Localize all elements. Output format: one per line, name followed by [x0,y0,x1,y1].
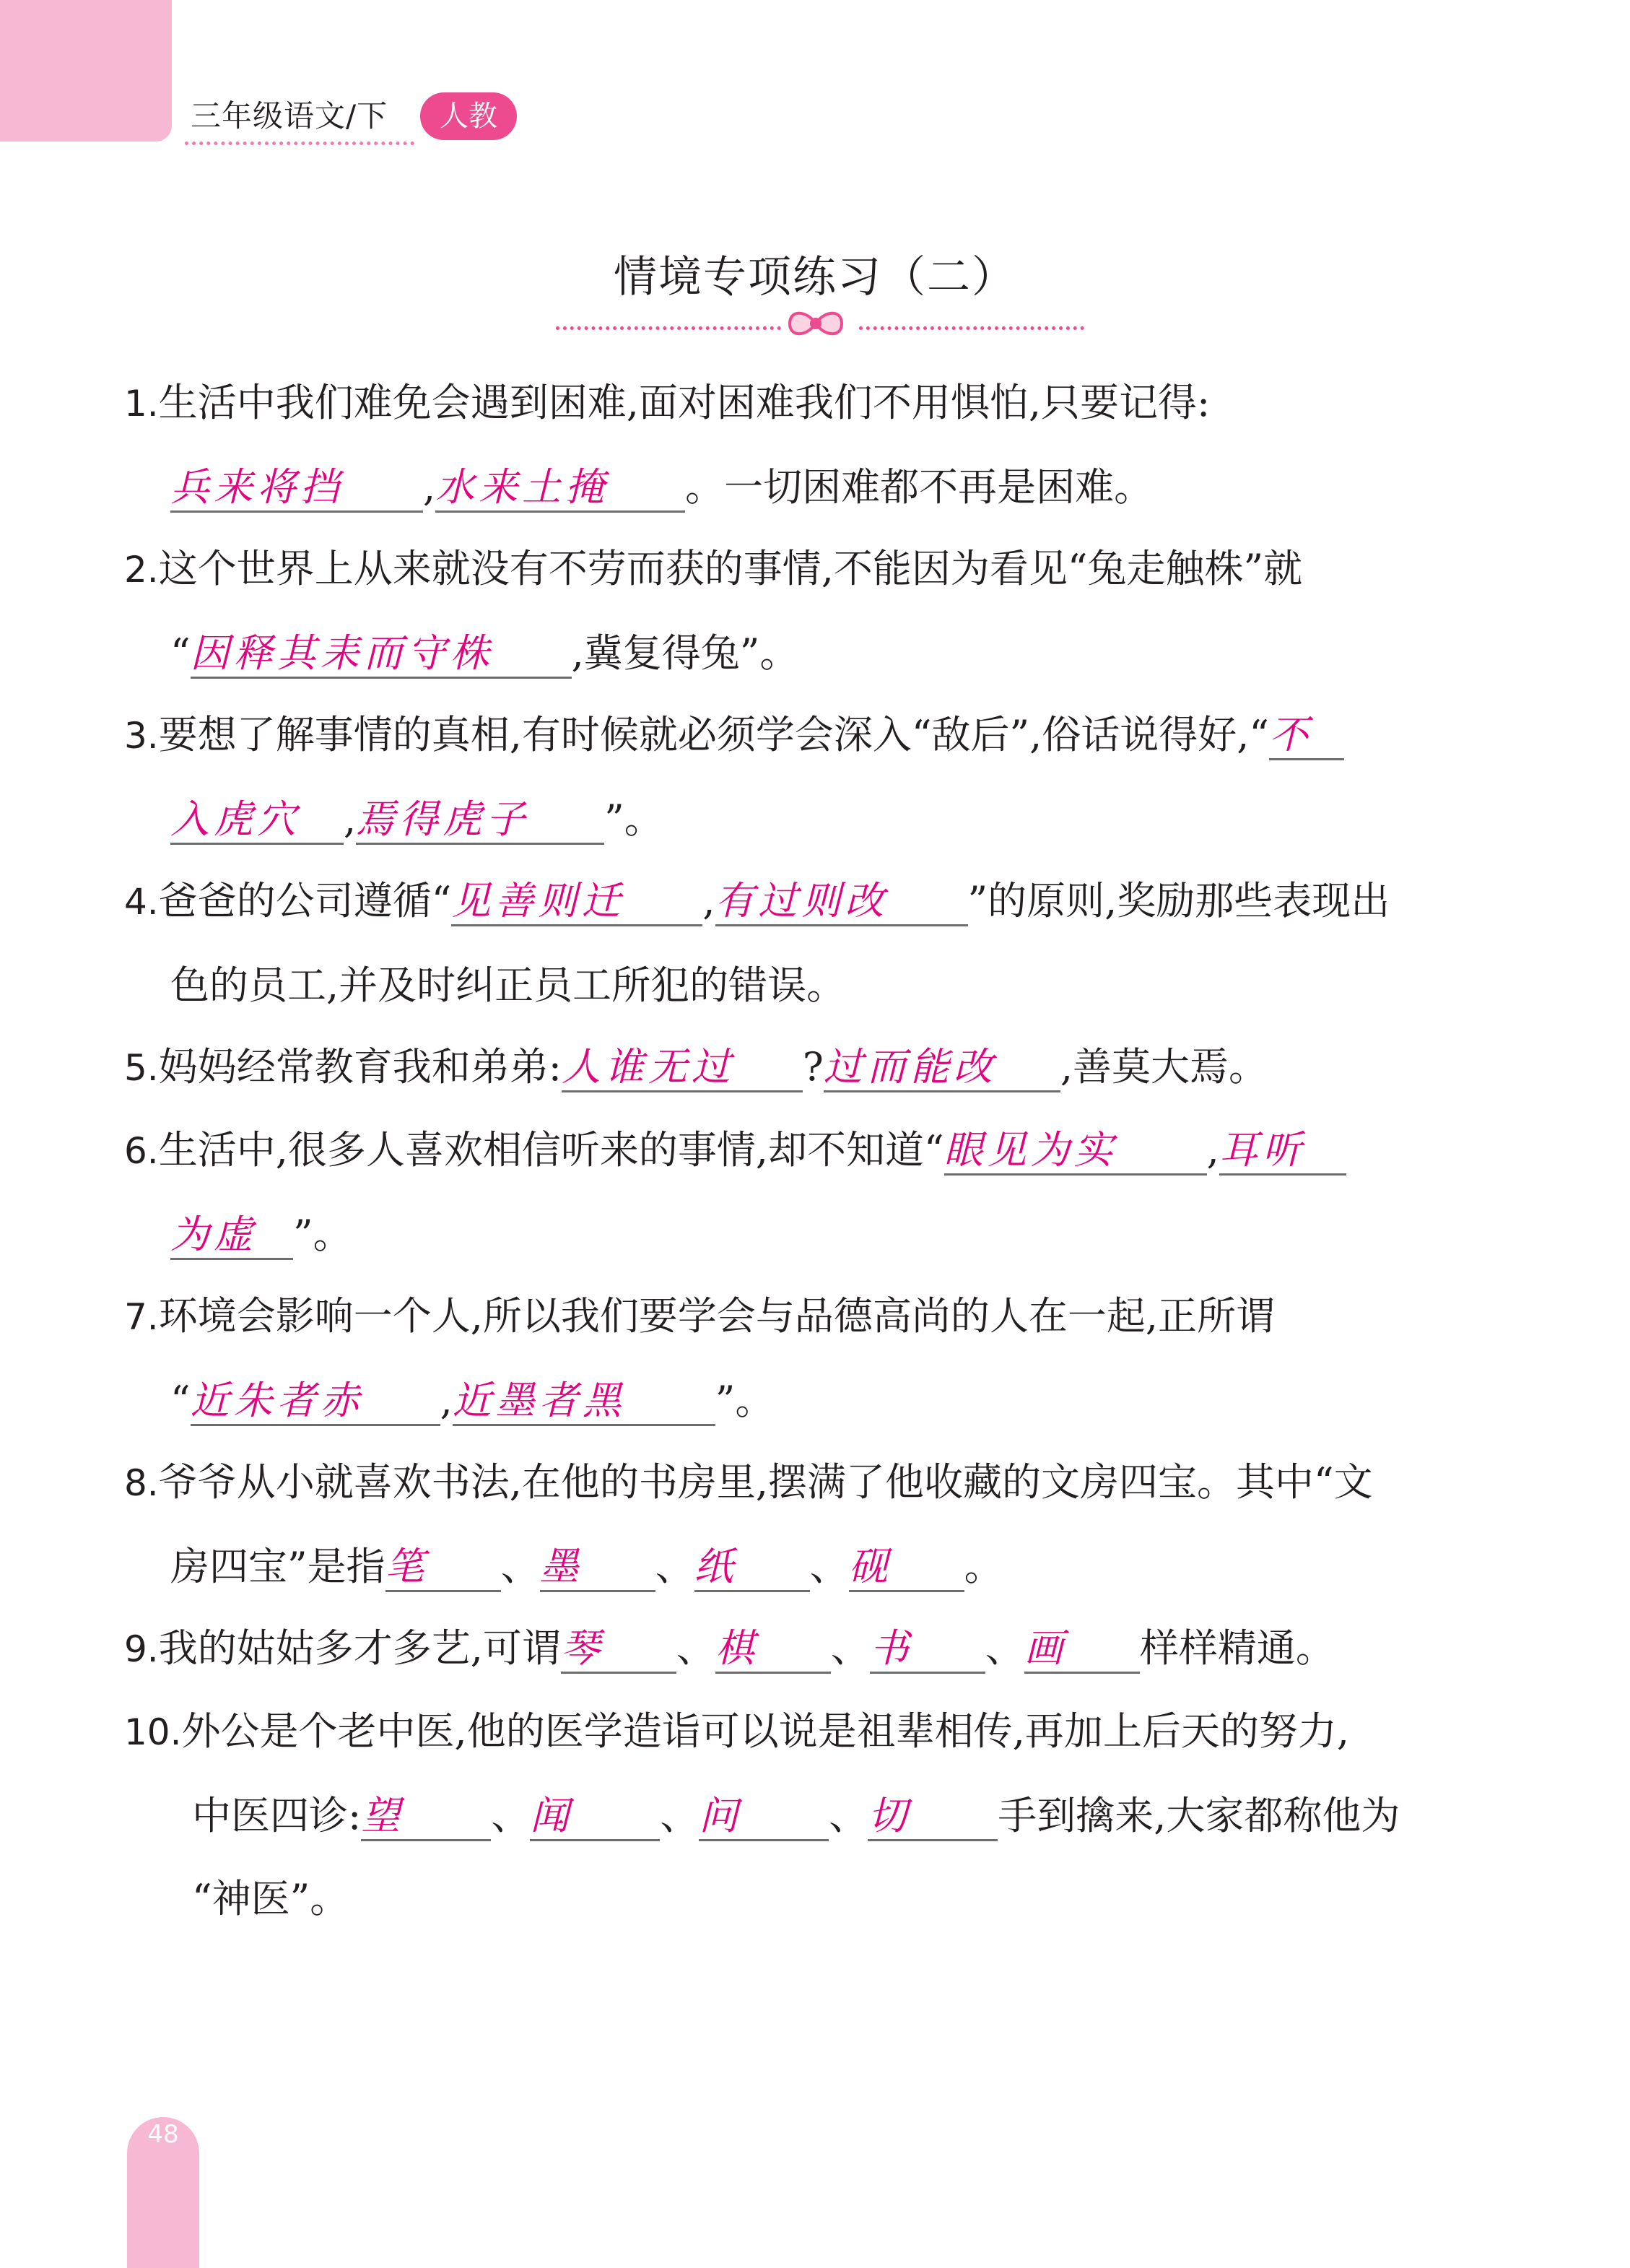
question-text: 生活中,很多人喜欢相信听来的事情,却不知道“ [158,1127,944,1173]
answer-blank[interactable]: 问 [699,1793,829,1841]
question-number: 1. [124,383,159,425]
question-text: 要想了解事情的真相,有时候就必须学会深入“敌后”,俗话说得好,“ [158,712,1270,757]
answer-blank[interactable]: 兵来将挡 [170,464,423,513]
punctuation: , [344,796,357,842]
punctuation: , [702,878,715,924]
question-text: 中医四诊: [192,1793,362,1838]
title-dots-right [859,326,1084,330]
punctuation: 。 [964,1544,1003,1589]
punctuation: 、 [655,1544,694,1589]
punctuation: , [423,464,436,510]
punctuation: “ [170,630,191,676]
answer-blank[interactable]: 过而能改 [824,1044,1060,1092]
question-text: 房四宝”是指 [170,1544,385,1589]
question-text: 爸爸的公司遵循“ [158,878,452,924]
question-text: ”的原则,奖励那些表现出 [967,878,1390,924]
answer-blank[interactable]: 切 [868,1793,998,1841]
punctuation: 、 [985,1625,1024,1671]
question-number: 6. [124,1130,159,1172]
punctuation: , [440,1378,453,1423]
corner-tab [0,0,172,142]
question-9 [124,1607,1500,1691]
answer-blank[interactable]: 闻 [530,1793,660,1841]
punctuation: 、 [676,1625,715,1671]
question-4 [124,859,1500,1027]
answer-blank[interactable]: 有过则改 [715,878,968,926]
punctuation: ? [802,1044,824,1090]
answer-blank[interactable]: 望 [361,1793,491,1841]
question-text: 色的员工,并及时纠正员工所犯的错误。 [170,963,846,1008]
answer-blank[interactable]: 因释其耒而守株 [191,630,572,679]
question-text: ,善莫大焉。 [1060,1044,1268,1090]
answer-blank[interactable]: 见善则迁 [451,878,702,926]
question-7 [124,1274,1500,1442]
answer-blank[interactable]: 棋 [715,1625,831,1674]
answer-blank[interactable]: 人谁无过 [562,1044,803,1092]
punctuation: “ [170,1378,191,1423]
answer-blank[interactable]: 砚 [849,1544,964,1592]
punctuation: 、 [660,1793,699,1838]
question-text: ,冀复得兔”。 [571,630,799,676]
question-number: 7. [124,1296,159,1338]
answer-blank[interactable]: 眼见为实 [944,1127,1207,1176]
question-2 [124,527,1500,695]
grade-underline [185,142,414,145]
question-text: 外公是个老中医,他的医学造诣可以说是祖辈相传,再加上后天的努力, [181,1708,1350,1754]
question-6 [124,1108,1500,1276]
punctuation: 、 [491,1793,531,1838]
question-10 [124,1690,1500,1940]
question-text: 环境会影响一个人,所以我们要学会与品德高尚的人在一起,正所谓 [158,1293,1276,1339]
question-8 [124,1441,1500,1608]
page-title: 情境专项练习（二） [614,252,1016,303]
answer-blank[interactable]: 不 [1269,712,1344,760]
question-text: 手到擒来,大家都称他为 [998,1793,1400,1838]
answer-blank-continued[interactable]: 为虚 [170,1212,293,1260]
question-text: 生活中我们难免会遇到困难,面对困难我们不用惧怕,只要记得: [158,380,1211,425]
answer-blank[interactable]: 近朱者赤 [191,1378,440,1426]
question-number: 2. [124,549,159,591]
answer-blank[interactable]: 琴 [561,1625,676,1674]
title-dots-left [556,326,781,330]
question-1 [124,361,1500,529]
question-text: ”。 [604,796,663,842]
question-text: 爷爷从小就喜欢书法,在他的书房里,摆满了他收藏的文房四宝。其中“文 [158,1459,1373,1505]
answer-blank[interactable]: 书 [870,1625,985,1674]
question-5 [124,1025,1500,1110]
question-text: 妈妈经常教育我和弟弟: [158,1044,562,1090]
question-text: ”。 [715,1378,775,1423]
punctuation: 、 [829,1793,868,1838]
bow-icon [785,305,846,342]
question-number: 4. [124,881,159,923]
page-number: 48 [147,2120,179,2149]
answer-blank[interactable]: 画 [1024,1625,1140,1674]
grade-label: 三年级语文/下 [191,98,388,134]
question-text: ”。 [293,1212,352,1257]
answer-blank[interactable]: 纸 [694,1544,810,1592]
question-text: 我的姑姑多才多艺,可谓 [158,1625,561,1671]
question-number: 8. [124,1462,159,1504]
publisher-badge: 人教 [420,92,517,140]
answer-blank[interactable]: 笔 [385,1544,501,1592]
punctuation: 、 [830,1625,870,1671]
punctuation: 、 [809,1544,849,1589]
punctuation: 、 [500,1544,540,1589]
answer-blank-continued[interactable]: 入虎穴 [170,796,344,845]
question-text: “神医”。 [192,1876,349,1921]
answer-blank[interactable]: 焉得虎子 [356,796,604,845]
punctuation: , [1206,1127,1219,1173]
answer-blank[interactable]: 耳听 [1219,1127,1346,1176]
question-text: 样样精通。 [1139,1625,1335,1671]
question-3 [124,693,1500,861]
question-number: 10. [124,1711,182,1753]
question-text: 。一切困难都不再是困难。 [685,464,1154,510]
answer-blank[interactable]: 近墨者黑 [453,1378,715,1426]
question-text: 这个世界上从来就没有不劳而获的事情,不能因为看见“兔走触株”就 [158,546,1303,591]
question-number: 3. [124,715,159,757]
answer-blank[interactable]: 墨 [540,1544,655,1592]
question-number: 9. [124,1628,159,1670]
question-number: 5. [124,1047,159,1089]
answer-blank[interactable]: 水来土掩 [435,464,685,513]
